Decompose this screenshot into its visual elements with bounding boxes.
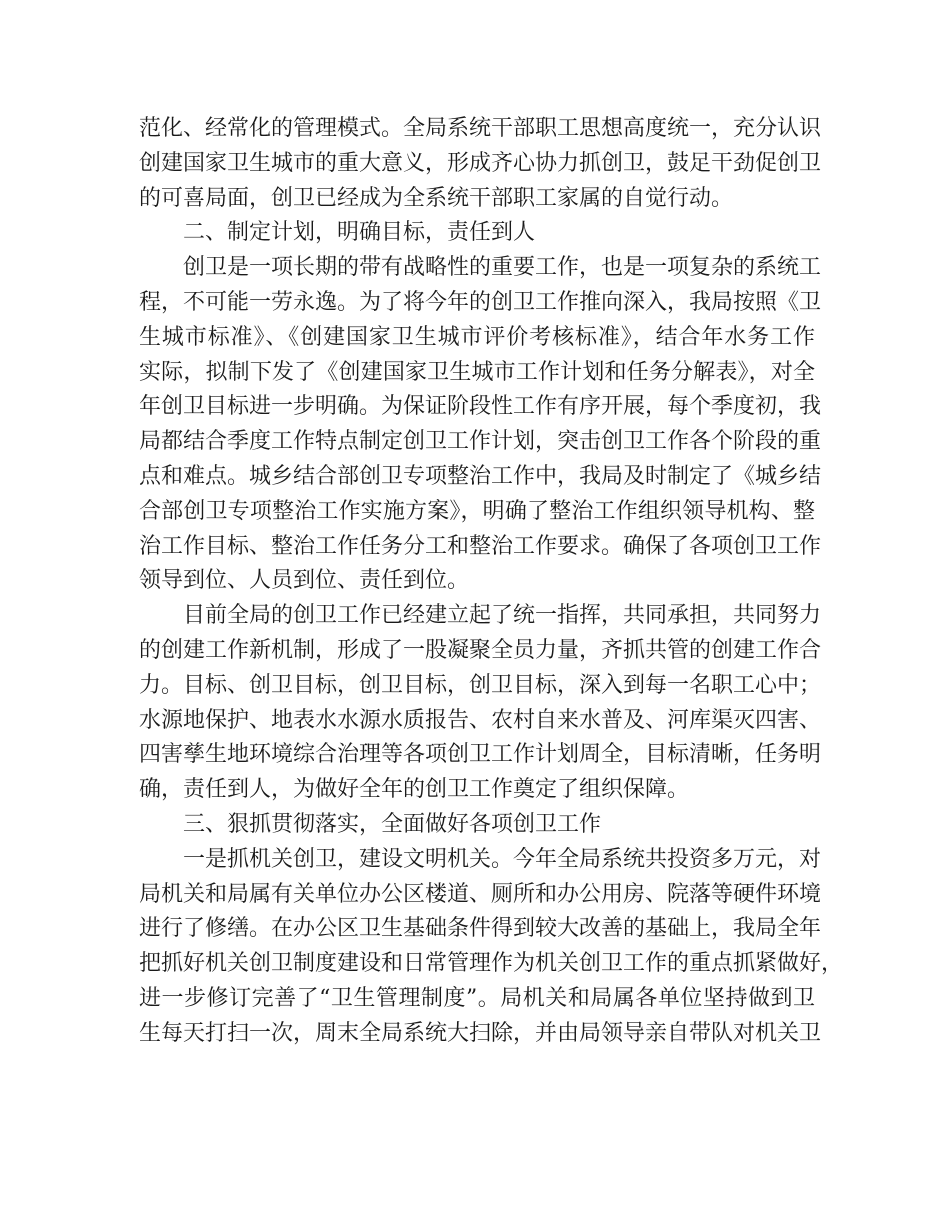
text-line: 实际，拟制下发了《创建国家卫生城市工作计划和任务分解表》，对全 [139,359,815,385]
text-line: 程，不可能一劳永逸。为了将今年的创卫工作推向深入，我局按照《卫 [139,289,822,315]
text-line: 点和难点。城乡结合部创卫专项整治工作中，我局及时制定了《城乡结 [139,463,822,489]
text-line: 四害孳生地环境综合治理等各项创卫工作计划周全，目标清晰，任务明 [139,742,822,768]
text-line: 年创卫目标进一步明确。为保证阶段性工作有序开展，每个季度初，我 [139,394,822,420]
text-line: 确，责任到人，为做好全年的创卫工作奠定了组织保障。 [139,777,690,803]
text-line: 一是抓机关创卫，建设文明机关。今年全局系统共投资多万元，对 [183,846,822,872]
text-line: 三、狠抓贯彻落实，全面做好各项创卫工作 [183,811,602,837]
text-line: 治工作目标、整治工作任务分工和整治工作要求。确保了各项创卫工作 [139,533,822,559]
text-line: 创建国家卫生城市的重大意义，形成齐心协力抓创卫，鼓足干劲促创卫 [139,150,822,176]
text-line: 力。目标、创卫目标，创卫目标，创卫目标，深入到每一名职工心中； [139,672,822,698]
text-line: 合部创卫专项整治工作实施方案》，明确了整治工作组织领导机构、整 [139,498,815,524]
text-line: 的可喜局面，创卫已经成为全系统干部职工家属的自觉行动。 [139,185,734,211]
text-line: 创卫是一项长期的带有战略性的重要工作，也是一项复杂的系统工 [183,255,822,281]
text-line: 生每天打扫一次，周末全局系统大扫除，并由局领导亲自带队对机关卫 [139,1020,822,1046]
text-line: 的创建工作新机制，形成了一股凝聚全员力量，齐抓共管的创建工作合 [139,637,822,663]
text-line: 范化、经常化的管理模式。全局系统干部职工思想高度统一，充分认识 [139,116,822,141]
text-line: 二、制定计划，明确目标，责任到人 [183,220,536,246]
text-line: 进行了修缮。在办公区卫生基础条件得到较大改善的基础上，我局全年 [139,916,822,942]
document-body [139,112,844,1052]
text-line: 进一步修订完善了“卫生管理制度”。局机关和局属各单位坚持做到卫 [139,985,815,1011]
text-line: 把抓好机关创卫制度建设和日常管理作为机关创卫工作的重点抓紧做好， [139,951,844,977]
text-line: 目前全局的创卫工作已经建立起了统一指挥，共同承担，共同努力 [183,603,822,629]
text-line: 生城市标准》、《创建国家卫生城市评价考核标准》，结合年水务工作 [139,324,815,350]
text-line: 领导到位、人员到位、责任到位。 [139,568,470,594]
text-line: 局机关和局属有关单位办公区楼道、厕所和办公用房、院落等硬件环境 [139,881,822,907]
text-line: 局都结合季度工作特点制定创卫工作计划，突击创卫工作各个阶段的重 [139,429,822,455]
text-line: 水源地保护、地表水水源水质报告、农村自来水普及、河库渠灭四害、 [139,707,822,733]
